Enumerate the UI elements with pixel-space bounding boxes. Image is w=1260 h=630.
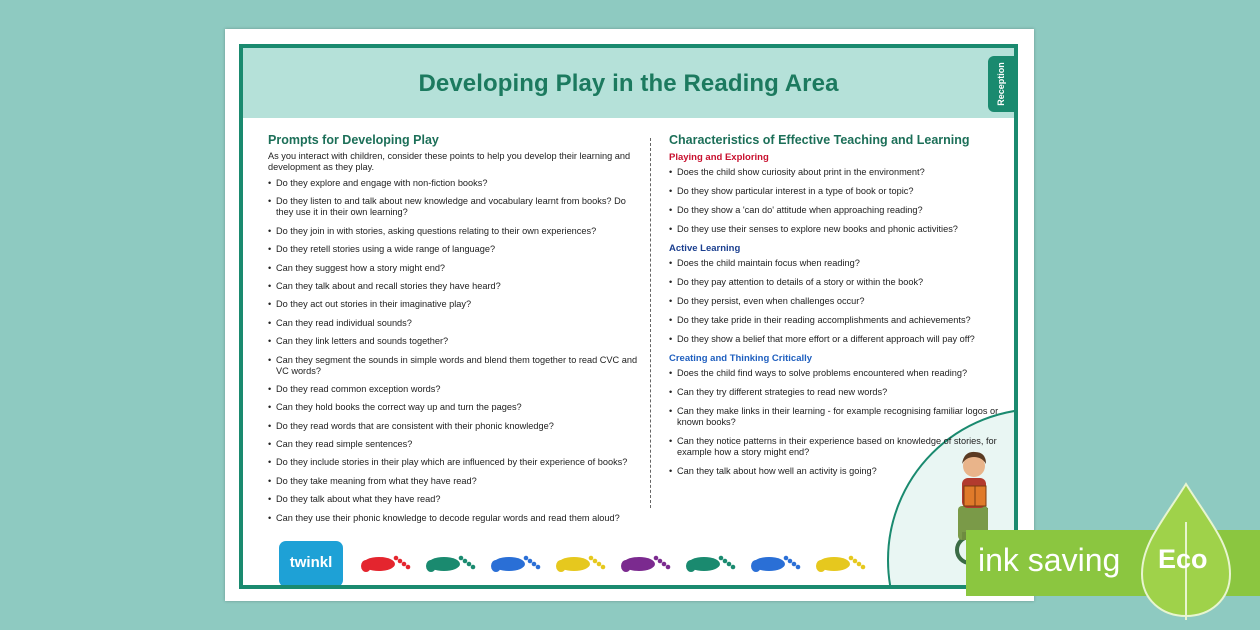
characteristics-sections <box>669 152 999 477</box>
prompt-item: • Do they include stories in their play which are influenced by their experience of books? <box>268 457 638 468</box>
section-heading: Playing and Exploring <box>669 152 769 163</box>
poster-title: Developing Play in the Reading Area <box>418 70 839 97</box>
characteristic-item: • Do they show a belief that more effort or a different approach will pay off? <box>669 334 999 345</box>
prompt-item: • Do they read words that are consistent with their phonic knowledge? <box>268 421 638 432</box>
prompts-heading: Prompts for Developing Play <box>268 133 439 147</box>
characteristic-item: • Do they take pride in their reading accomplishments and achievements? <box>669 315 999 326</box>
prompts-intro: As you interact with children, consider these points to help you develop their learning and development as they play. <box>268 151 631 172</box>
prompt-item: • Do they join in with stories, asking questions relating to their own experiences? <box>268 226 638 237</box>
prompt-item: • Do they retell stories using a wide range of language? <box>268 244 638 255</box>
characteristic-item: • Do they show a 'can do' attitude when approaching reading? <box>669 205 999 216</box>
poster-sheet <box>225 29 1034 601</box>
characteristic-item: • Can they make links in their learning - for example recognising familiar logos or known books? <box>669 406 999 428</box>
prompt-item: • Can they read individual sounds? <box>268 318 638 329</box>
prompt-item: • Do they read common exception words? <box>268 384 638 395</box>
section-list <box>669 167 999 235</box>
prompt-item: • Can they use their phonic knowledge to decode regular words and read them aloud? <box>268 513 638 524</box>
twinkl-logo-text: twinkl <box>289 554 333 571</box>
poster-frame <box>239 44 1018 589</box>
footprint-icon <box>556 556 605 572</box>
prompt-item: • Do they explore and engage with non-fiction books? <box>268 178 638 189</box>
characteristic-item: • Does the child find ways to solve problems encountered when reading? <box>669 368 999 379</box>
characteristic-item: • Do they persist, even when challenges occur? <box>669 296 999 307</box>
section-heading: Active Learning <box>669 243 741 254</box>
prompt-item: • Can they suggest how a story might end? <box>268 263 638 274</box>
footprint-icon <box>751 556 800 572</box>
characteristic-item: • Do they show particular interest in a type of book or topic? <box>669 186 999 197</box>
footprint-icon <box>816 556 865 572</box>
column-divider <box>650 138 651 508</box>
footprints-strip <box>359 548 879 578</box>
prompt-item: • Do they take meaning from what they have read? <box>268 476 638 487</box>
characteristic-item: • Does the child show curiosity about print in the environment? <box>669 167 999 178</box>
characteristic-item: • Can they try different strategies to read new words? <box>669 387 999 398</box>
characteristics-column <box>669 133 999 485</box>
characteristic-item: • Do they pay attention to details of a story or within the book? <box>669 277 999 288</box>
prompt-item: • Do they act out stories in their imaginative play? <box>268 299 638 310</box>
footprint-icon <box>621 556 670 572</box>
prompt-item: • Can they segment the sounds in simple words and blend them together to read CVC and VC words? <box>268 355 638 377</box>
prompt-item: • Can they talk about and recall stories they have heard? <box>268 281 638 292</box>
characteristic-item: • Can they notice patterns in their experience based on knowledge of stories, for example how a story might end? <box>669 436 999 458</box>
footprint-icon <box>361 556 410 572</box>
reception-tab <box>988 56 1014 112</box>
prompt-item: • Can they read simple sentences? <box>268 439 638 450</box>
prompt-item: • Do they talk about what they have read? <box>268 494 638 505</box>
prompt-item: • Can they link letters and sounds together? <box>268 336 638 347</box>
title-banner <box>243 48 1014 118</box>
eco-label: Eco <box>1158 544 1208 574</box>
ink-saving-label: ink saving <box>978 542 1121 578</box>
characteristic-item: • Can they talk about how well an activity is going? <box>669 466 999 477</box>
prompts-list <box>268 178 638 524</box>
prompt-item: • Can they hold books the correct way up and turn the pages? <box>268 402 638 413</box>
footprint-icon <box>491 556 540 572</box>
section-heading: Creating and Thinking Critically <box>669 353 813 364</box>
twinkl-logo <box>279 541 343 587</box>
footprint-icon <box>426 556 475 572</box>
section-list <box>669 258 999 345</box>
characteristic-item: • Does the child maintain focus when reading? <box>669 258 999 269</box>
characteristic-item: • Do they use their senses to explore new books and phonic activities? <box>669 224 999 235</box>
prompt-item: • Do they listen to and talk about new knowledge and vocabulary learnt from books? Do they use it in their own learning? <box>268 196 638 218</box>
reception-tab-label: Reception <box>996 62 1006 106</box>
prompts-column <box>268 133 638 531</box>
footprint-icon <box>686 556 735 572</box>
characteristics-heading: Characteristics of Effective Teaching and Learning <box>669 133 970 147</box>
